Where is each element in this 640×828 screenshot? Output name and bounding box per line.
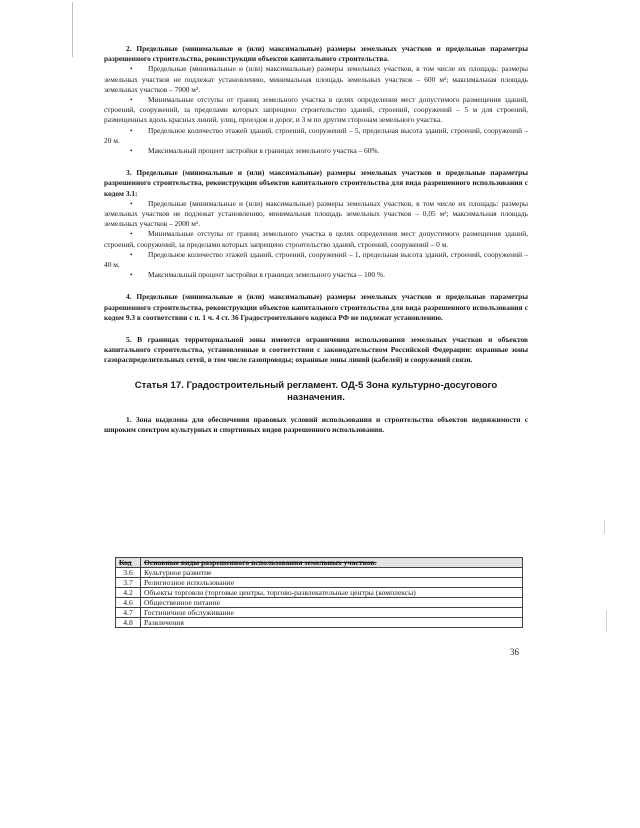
article-title: Статья 17. Градостроительный регламент. ОД-5 Зона культурно-досугового назначения. (134, 379, 498, 404)
list-item-text: Максимальный процент застройки в границах земельного участка – 60%. (148, 146, 380, 156)
article-paragraph-1: 1. Зона выделена для обеспечения правовых условий использования и строительства объектов недвижимости с широким спектром культурных и спортивных видов разрешенного использования. (104, 414, 528, 434)
table-cell-code: 4.7 (116, 608, 141, 618)
list-item-text: Максимальный процент застройки в границах земельного участка – 100 %. (148, 270, 385, 280)
table-header-code: Код (116, 558, 141, 568)
table-cell-name: Гостиничное обслуживание (141, 608, 523, 618)
list-item: • Максимальный процент застройки в границах земельного участка – 100 %. (130, 270, 385, 280)
table-row (116, 568, 523, 578)
table-row (116, 588, 523, 598)
list-item-text: Предельное количество этажей зданий, строений, сооружений – 5, предельная высота зданий, строений, сооружений – 20 м. (104, 125, 528, 145)
document-body (104, 44, 528, 435)
table-header-name: Основные виды разрешенного использования земельных участков. (141, 558, 523, 568)
table-cell-code: 4.6 (116, 598, 141, 608)
table-cell-code: 4.8 (116, 618, 141, 628)
section-2-heading: 2. Предельные (минимальные и (или) максимальные) размеры земельных участков и предельные параметры разрешенного строительства, реконструкции объектов капитального строительства. (104, 44, 528, 64)
table-row (116, 618, 523, 628)
scan-margin-line (72, 2, 73, 57)
table-cell-name: Общественное питание (141, 598, 523, 608)
table-row (116, 578, 523, 588)
table-cell-code: 4.2 (116, 588, 141, 598)
scan-speck (604, 520, 605, 534)
list-item-text: Минимальные отступы от границ земельного участка в целях определения мест допустимого размещения зданий, строений, сооружений, за пределами которых запрещено строительство зданий, строений, сооружений – 5 м для строений, размещенных вдоль красных линий, улиц, проездов и дорог, и 3 м по другим сторонам земельного участка. (104, 95, 528, 125)
list-item-text: Предельные (минимальные и (или) максимальные) размеры земельных участков, в том числе их площадь: размеры земельных участков не подлежат установлению, минимальная площадь земельных участков – 600 м²; максимальная площадь земельных участков – 7000 м². (104, 64, 528, 94)
list-item: • Предельные (минимальные и (или) максимальные) размеры земельных участков, в том числе их площадь: размеры земельных участков не подлежат установлению, минимальная площадь земельных участков – 0,05 м²; максимальная площадь земельных участков – 2000 м². (104, 198, 528, 229)
list-item-text: Предельное количество этажей зданий, строений, сооружений – 1, предельная высота зданий, строений, сооружений – 40 м. (104, 249, 528, 270)
table-cell-name: Религиозное использование (141, 578, 523, 588)
list-item: • Предельные (минимальные и (или) максимальные) размеры земельных участков, в том числе их площадь: размеры земельных участков не подлежат установлению, минимальная площадь земельных участков – 600 м²; максимальная площадь земельных участков – 7000 м². (104, 64, 528, 94)
list-item-text: Минимальные отступы от границ земельного участка в целях определения мест допустимого размещения зданий, строений, сооружений, за пределами которых запрещено строительство зданий, строений, сооружений – 0 м. (104, 229, 528, 249)
section-5-paragraph: 5. В границах территориальной зоны имеются ограничения использования земельных участков и объектов капитального строительства, установленные в соответствии с законодательством Российской Федерации: охранные зоны газораспределительных сетей, в том числе газопроводы; охранные зоны линий (кабелей) и сооружений связи. (104, 335, 528, 365)
table-cell-code: 3.7 (116, 578, 141, 588)
list-item-text: Предельные (минимальные и (или) максимальные) размеры земельных участков, в том числе их площадь: размеры земельных участков не подлежат установлению, минимальная площадь земельных участков – 0,05 м²; максимальная площадь земельных участков – 2000 м². (104, 198, 528, 229)
list-item: • Минимальные отступы от границ земельного участка в целях определения мест допустимого размещения зданий, строений, сооружений, за пределами которых запрещено строительство зданий, строений, сооружений – 0 м. (104, 229, 528, 249)
list-item: • Максимальный процент застройки в границах земельного участка – 60%. (130, 146, 380, 156)
section-3-heading: 3. Предельные (минимальные и (или) максимальные) размеры земельных участков и предельные параметры разрешенного строительства, реконструкции объектов капитального строительства для вида разрешенного использования с кодом 3.1: (104, 168, 528, 198)
table-cell-name: Объекты торговли (торговые центры, торгово-развлекательные центры (комплексы) (141, 588, 523, 598)
scan-speck (606, 610, 607, 632)
table-cell-name: Развлечения (141, 618, 523, 628)
list-item: • Предельное количество этажей зданий, строений, сооружений – 1, предельная высота зданий, строений, сооружений – 40 м. (104, 249, 528, 270)
permitted-uses-table (115, 557, 523, 628)
section-4-paragraph: 4. Предельные (минимальные и (или) максимальные) размеры земельных участков и предельные параметры разрешенного строительства, реконструкции объектов капитального строительства для вида разрешенного использования с кодом 9.3 в соответствии с п. 1 ч. 4 ст. 36 Градостроительного кодекса РФ не подлежат установлению. (104, 292, 528, 322)
table-cell-name: Культурное развитие (141, 568, 523, 578)
table-row (116, 608, 523, 618)
table-row (116, 598, 523, 608)
list-item: • Минимальные отступы от границ земельного участка в целях определения мест допустимого размещения зданий, строений, сооружений, за пределами которых запрещено строительство зданий, строений, сооружений – 5 м для строений, размещенных вдоль красных линий, улиц, проездов и дорог, и 3 м по другим сторонам земельного участка. (104, 95, 528, 125)
page-number: 36 (510, 647, 519, 657)
list-item: • Предельное количество этажей зданий, строений, сооружений – 5, предельная высота зданий, строений, сооружений – 20 м. (104, 125, 528, 145)
table-cell-code: 3.6 (116, 568, 141, 578)
table-header-row (116, 558, 523, 568)
